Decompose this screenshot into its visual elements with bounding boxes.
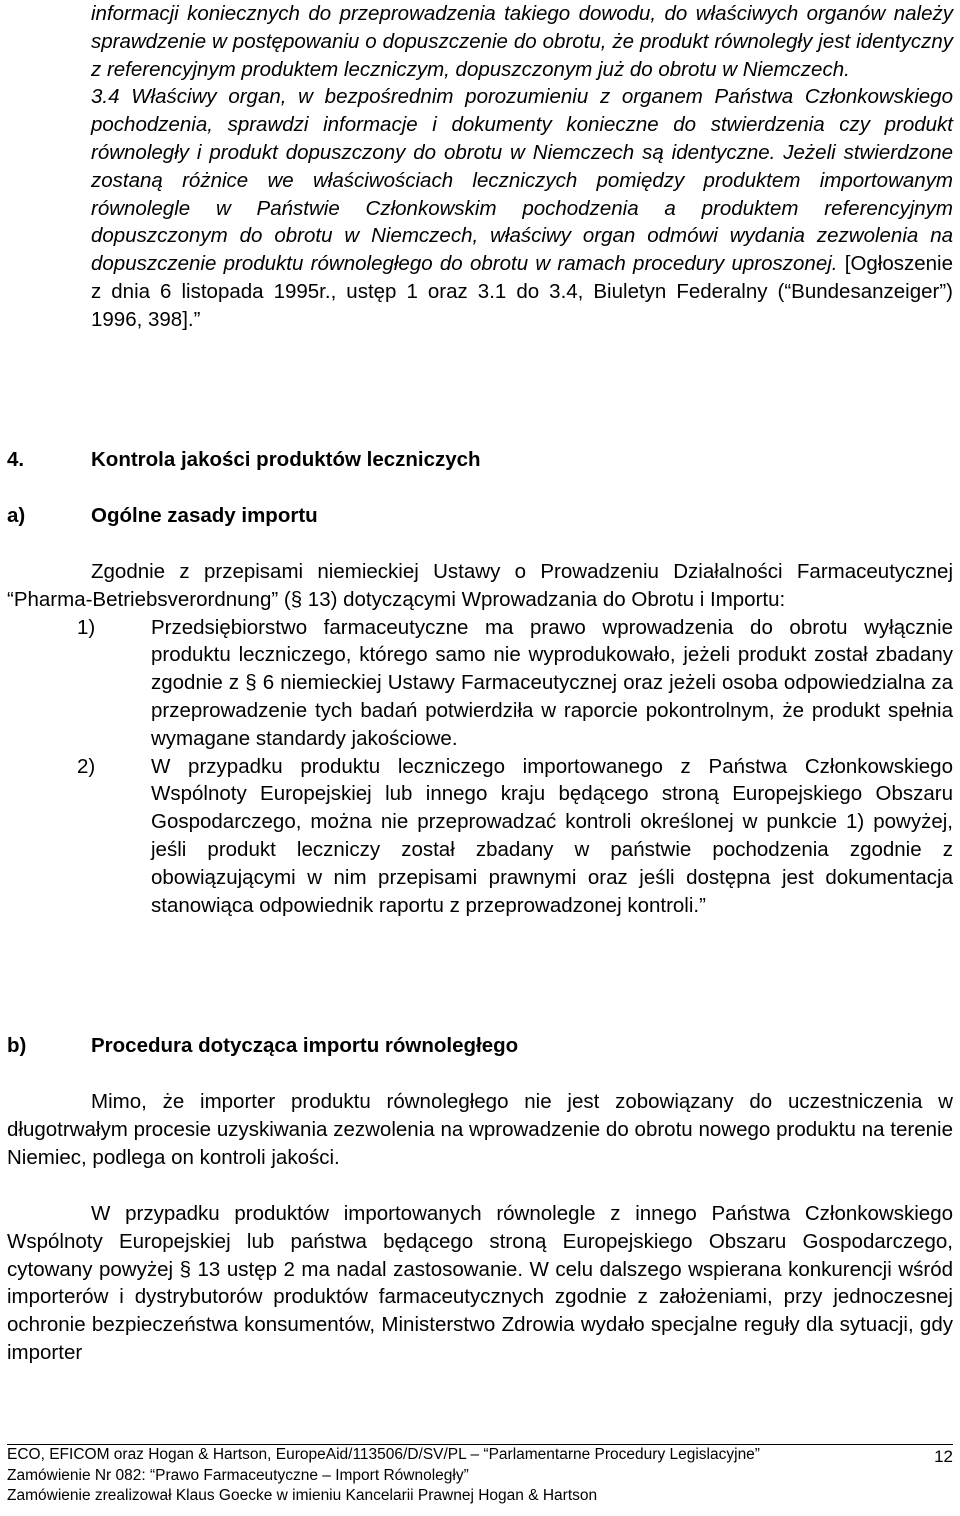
section-b-paragraph-1: Mimo, że importer produktu równoległego nie jest zobowiązany do uczestniczenia w długotrwałym procesie uzyskiwania zezwolenia na wprowadzenie do obrotu nowego produktu na terenie Niemiec, podlega on kontroli jakości. [7,1090,953,1169]
list-item-marker: 1) [77,615,96,639]
footer-line-3: Zamówienie zrealizował Klaus Goecke w imieniu Kancelarii Prawnej Hogan & Hartson [7,1487,598,1504]
quoted-paragraph-1: informacji koniecznych do przeprowadzenia takiego dowodu, do właściwych organów należy sprawdzenie w postępowaniu o dopuszczenie do obrotu, że produkt równoległy jest identyczny z referencyjnym produktem leczniczym, dopuszczonym już do obrotu w Niemczech. [91,2,953,81]
footer-line-2: Zamówienie Nr 082: “Prawo Farmaceutyczne – Import Równoległy” [7,1466,469,1484]
section-4-title: Kontrola jakości produktów leczniczych [91,448,481,471]
section-a-letter: a) [7,504,26,527]
section-b-paragraph-1-wrap [7,1088,953,1171]
quoted-paragraph-2-italic: 3.4 Właściwy organ, w bezpośrednim porozumieniu z organem Państwa Członkowskiego pochodzenia, sprawdzi informacje i dokumenty konieczne do stwierdzenia czy produkt równoległy i produkt dopuszczony do obrotu w Niemczech są identyczne. Jeżeli stwierdzone zostaną różnice we właściwościach leczniczych pomiędzy produktem importowanym równolegle w Państwie Członkowskim pochodzenia a produktem referencyjnym dopuszczonym do obrotu w Niemczech, właściwy organ odmówi wydania zezwolenia na dopuszczenie produktu równoległego do obrotu w ramach procedury uproszonej. [91,85,953,276]
list-item-text: Przedsiębiorstwo farmaceutyczne ma prawo wprowadzenia do obrotu wyłącznie produktu leczniczego, którego samo nie wyprodukowało, jeżeli produkt został zbadany zgodnie z § 6 niemieckiej Ustawy Farmaceutycznej oraz jeżeli osoba odpowiedzialna za przeprowadzenie tych badań potwierdziła w raporcie pokontrolnym, że produkt spełnia wymagane standardy jakościowe. [151,615,953,750]
footer-line-1: ECO, EFICOM oraz Hogan & Hartson, EuropeAid/113506/D/SV/PL – “Parlamentarne Procedury Legislacyjne” [7,1446,760,1463]
section-b-paragraph-2: W przypadku produktów importowanych równolegle z innego Państwa Członkowskiego Wspólnoty Europejskiej lub państwa będącego stroną Europejskiego Obszaru Gospodarczego, cytowany powyżej § 13 ustęp 2 ma nadal zastosowanie. W celu dalszego wspierana konkurencji wśród importerów i dystrybutorów produktów farmaceutycznych zgodnie z założeniami, przy jednoczesnej ochronie bezpieczeństwa konsumentów, Ministerstwo Zdrowia wydało specjalne reguły dla sytuacji, gdy importer [7,1202,953,1364]
section-a-intro: Zgodnie z przepisami niemieckiej Ustawy o Prowadzeniu Działalności Farmaceutycznej “Pharma-Betriebsverordnung” (§ 13) dotyczącymi Wprowadzania do Obrotu i Importu: [7,560,953,611]
list-item-text: W przypadku produktu leczniczego importowanego z Państwa Członkowskiego Wspólnoty Europejskiej lub innego kraju będącego stroną Europejskiego Obszaru Gospodarczego, można nie przeprowadzać kontroli określonej w punkcie 1) powyżej, jeśli produkt leczniczy został zbadany w państwie pochodzenia zgodnie z obowiązującymi w nim przepisami prawnymi oraz jeśli dostępna jest dokumentacja stanowiąca odpowiednik raportu z przeprowadzonej kontroli.” [151,754,953,917]
section-4-number: 4. [7,448,25,471]
page-number: 12 [934,1447,953,1466]
top-quoted-block [7,0,953,334]
list-item [77,753,953,920]
page-footer [7,1444,953,1507]
quoted-paragraph-2 [91,83,953,333]
section-4-heading [7,446,481,474]
section-a-heading [7,502,318,530]
list-item-marker: 2) [77,754,96,778]
quoted-paragraph-2-citation: [Ogłoszenie z dnia 6 listopada 1995r., ustęp 1 oraz 3.1 do 3.4, Biuletyn Federalny (“Bundesanzeiger”) 1996, 398].” [91,252,954,331]
section-b-title: Procedura dotycząca importu równoległego [91,1034,519,1057]
section-a-list [77,614,953,920]
section-b-letter: b) [7,1034,27,1057]
section-a-body [7,558,953,919]
section-b-heading [7,1032,518,1060]
list-item [77,614,953,753]
section-a-title: Ogólne zasady importu [91,504,318,527]
section-b-paragraph-2-wrap [7,1200,953,1367]
